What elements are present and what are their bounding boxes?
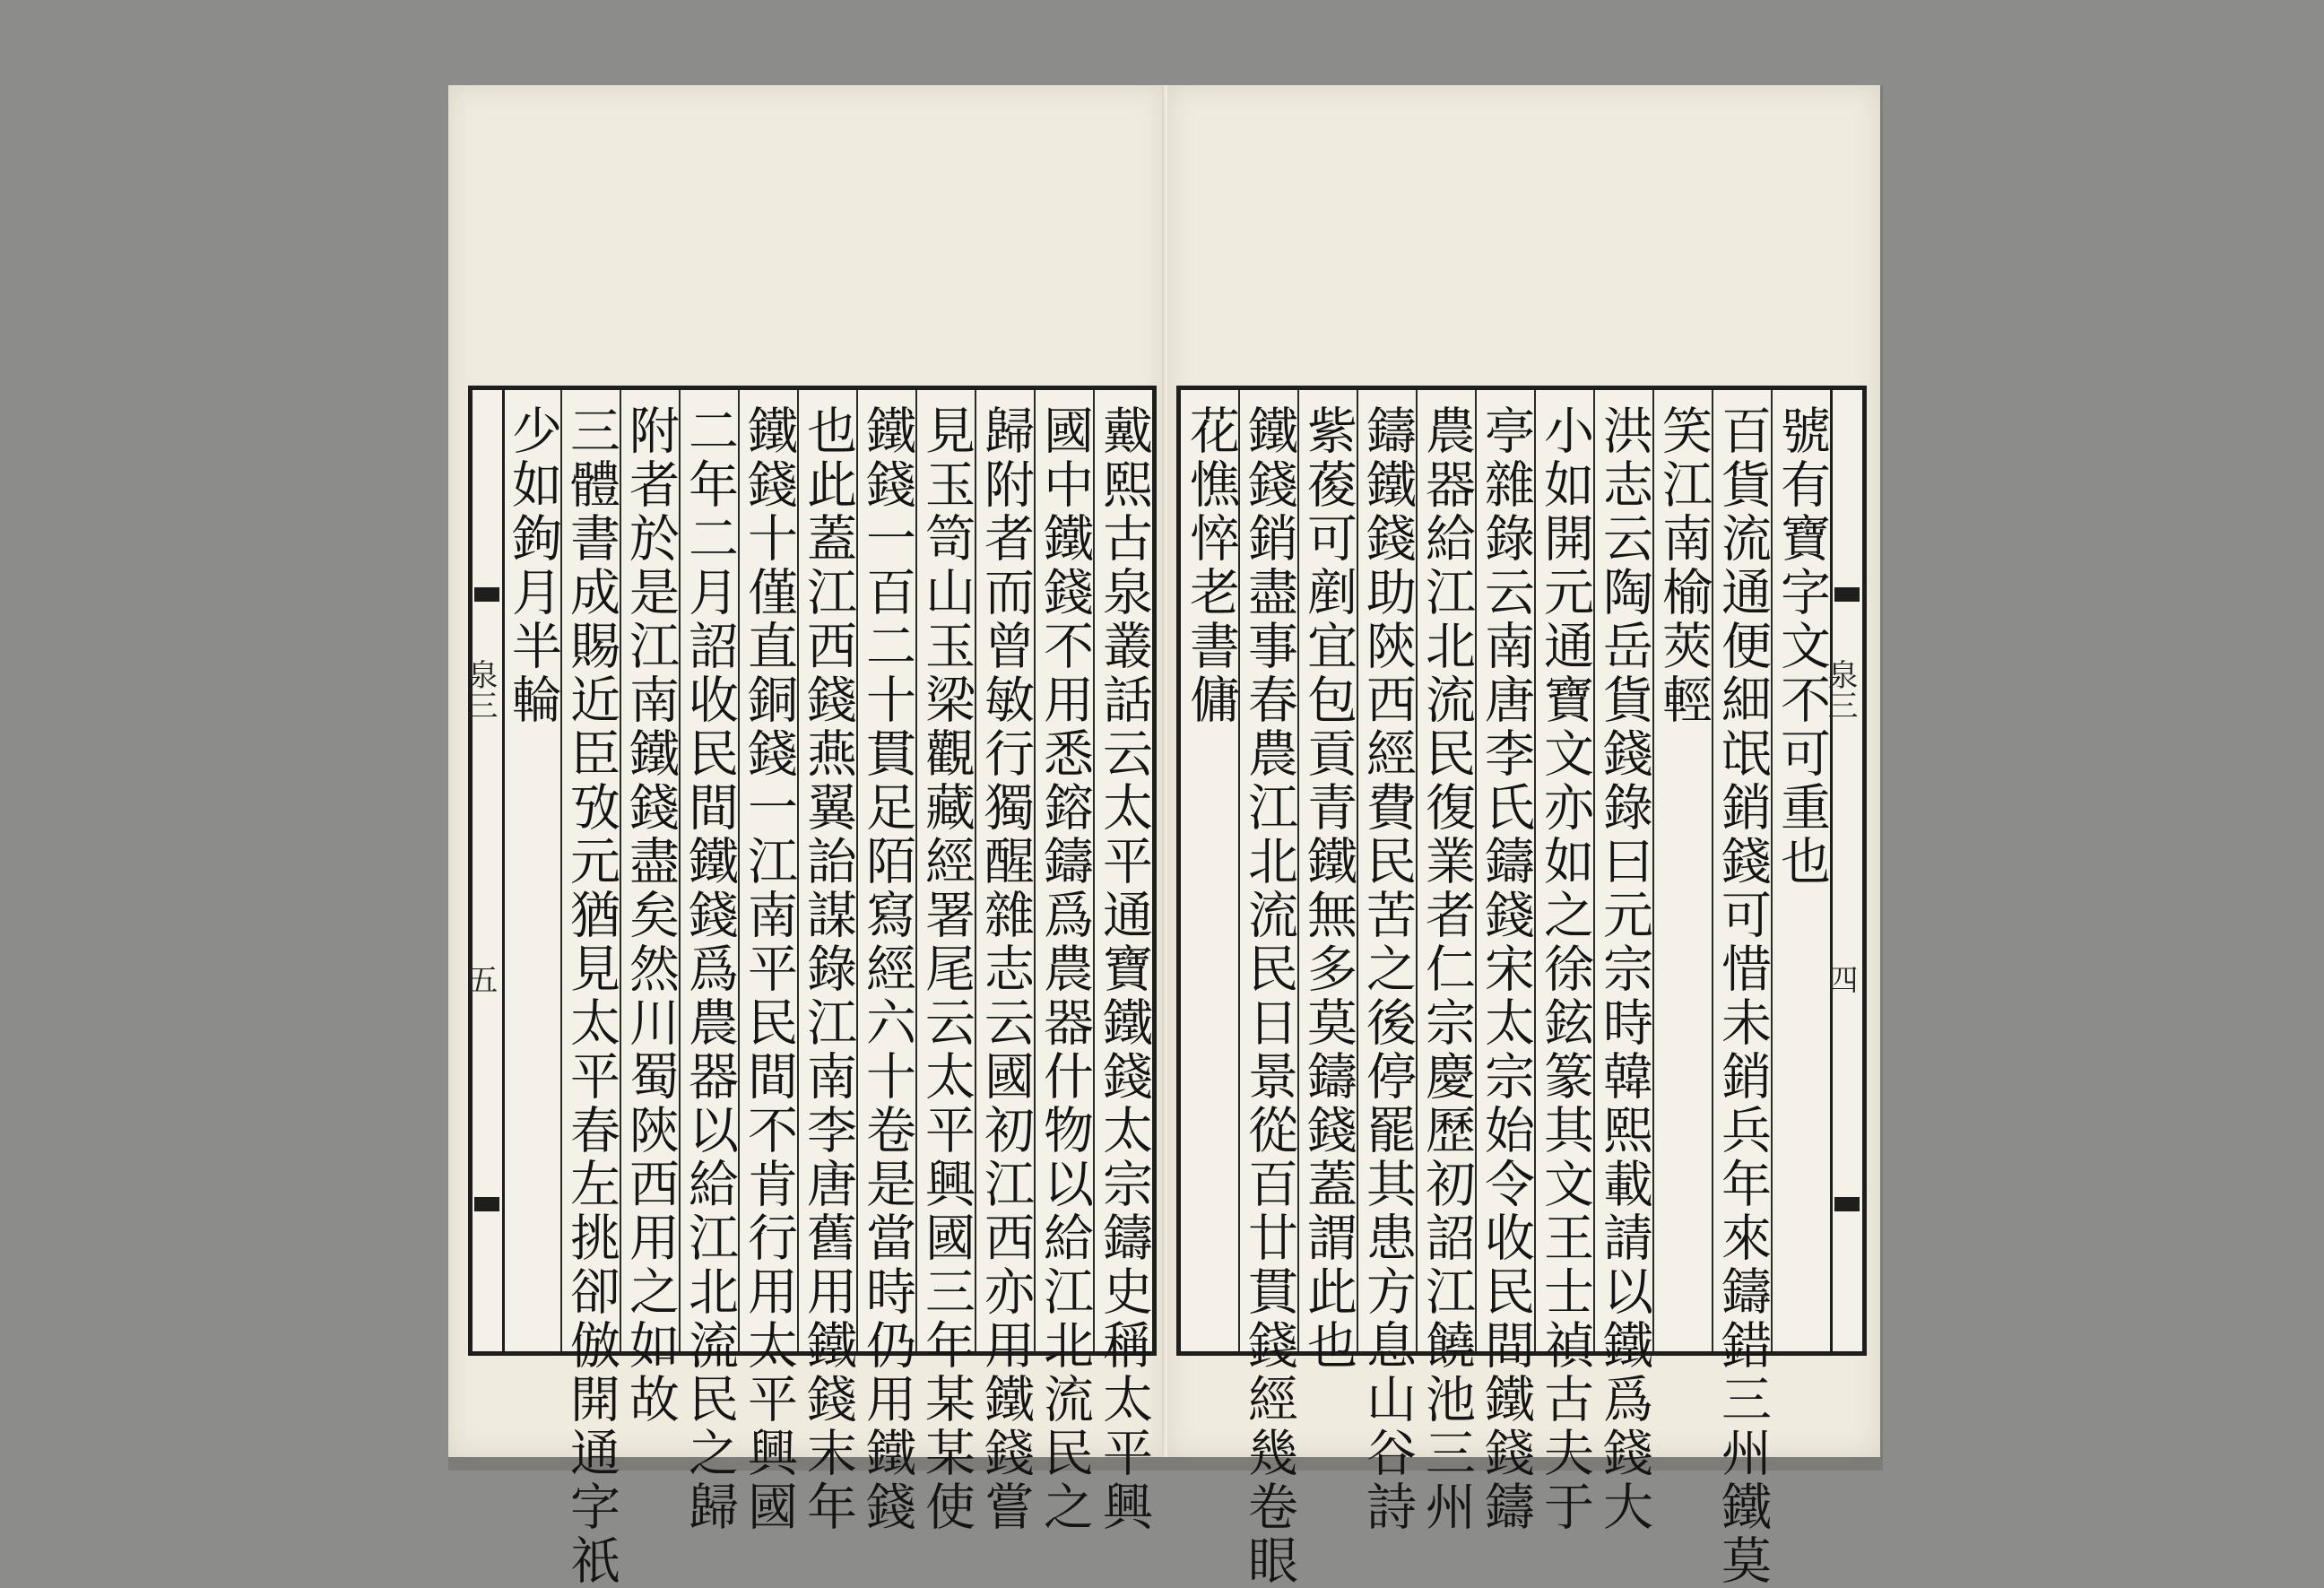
fishtail-mark [474,1197,499,1211]
column-text: 國中鐵錢不用悉鎔鑄爲農器什物以給江北流民之 [1036,404,1094,1534]
column-text: 也此蓋江西錢燕翼詒謀錄江南李唐舊用鐵錢末年 [799,404,857,1534]
column-text: 三體書成賜近臣攷元猶見太平春左挑卻倣開通字祇 [562,404,620,1588]
column-text: 號有寶字文不可重也 [1773,404,1831,889]
column-text: 見玉笥山玉梁觀藏經署尾云太平興國三年某某使 [917,404,976,1534]
text-column [797,390,857,1534]
left-text-frame [462,386,1157,1588]
banxin-title: 泉三 [462,659,498,720]
column-text: 農器給江北流民復業者仁宗慶歷初詔江饒池三州 [1418,404,1476,1534]
banxin-title: 泉三 [1822,659,1858,720]
column-text: 亭雜錄云南唐李氏鑄錢宋太宗始令收民間鐵錢鑄 [1477,404,1535,1534]
column-text: 鐵錢銷盡事春農江北流民日景從百廿貫錢經幾卷眼 [1240,404,1298,1588]
open-book [448,85,1883,1588]
right-page [1167,85,1880,1588]
left-text-columns [504,390,1153,1588]
column-text: 少如鉤月半輪 [504,404,562,727]
text-column [1652,390,1712,1351]
column-text: 歸附者而曾敏行獨醒雜志云國初江西亦用鐵錢嘗 [976,404,1035,1534]
column-text: 二年二月詔收民間鐵錢爲農器以給江北流民之歸 [681,404,739,1534]
right-text-frame [1176,386,1867,1588]
text-column [738,390,798,1534]
text-column [1712,390,1772,1588]
right-page-banxin [1822,390,1862,1351]
fishtail-mark [1834,1197,1860,1211]
page-number: 五 [462,964,498,994]
fishtail-mark [1834,587,1860,602]
text-column [1093,390,1153,1534]
left-page-banxin [462,390,505,1351]
text-column [1593,390,1653,1534]
fishtail-mark [474,587,499,602]
text-column [1771,390,1830,1351]
column-text: 洪志云陶岳貨錢錄曰元宗時韓熙載請以鐵爲錢大 [1595,404,1653,1534]
page-number: 四 [1822,964,1858,994]
column-text: 鐵錢十僅直銅錢一江南平民間不肯行用太平興國 [740,404,798,1534]
text-column [1416,390,1476,1534]
text-column [975,390,1035,1534]
text-column [679,390,739,1534]
left-page [448,85,1167,1588]
column-text: 戴熙古泉叢話云太平通寶鐵錢太宗鑄史稱太平興 [1095,404,1153,1534]
text-column [1183,390,1238,1351]
text-column [1297,390,1357,1373]
column-text: 紫葰可剷宜包貢青鐵無多莫鑄錢蓋謂此也 [1299,404,1357,1373]
column-text: 花憔悴老書傭 [1182,404,1240,727]
right-text-columns [1181,390,1831,1588]
column-text: 百貨流通便細氓銷錢可惜未銷兵年來鑄錯三州鐵莫 [1713,404,1772,1588]
text-column [620,390,680,1427]
text-column [1238,390,1298,1588]
text-column [915,390,976,1534]
column-text: 鐵錢一百二十貫足陌寫經六十卷是當時仍用鐵錢 [858,404,916,1534]
column-text: 鑄鐵錢助陝西經費民苦之後停罷其患方息山谷詩 [1358,404,1417,1534]
text-column [1534,390,1594,1534]
column-text: 附者於是江南鐵錢盡矣然川蜀陝西用之如故 [621,404,680,1427]
text-column [1034,390,1094,1534]
text-column [560,390,620,1588]
column-text: 笑江南榆莢輕 [1654,404,1713,727]
text-column [1475,390,1535,1534]
text-column [856,390,916,1534]
column-text: 小如開元通寶文亦如之徐鉉篆其文王士禎古夫于 [1536,404,1594,1534]
text-column [1357,390,1417,1534]
text-column [505,390,560,1351]
